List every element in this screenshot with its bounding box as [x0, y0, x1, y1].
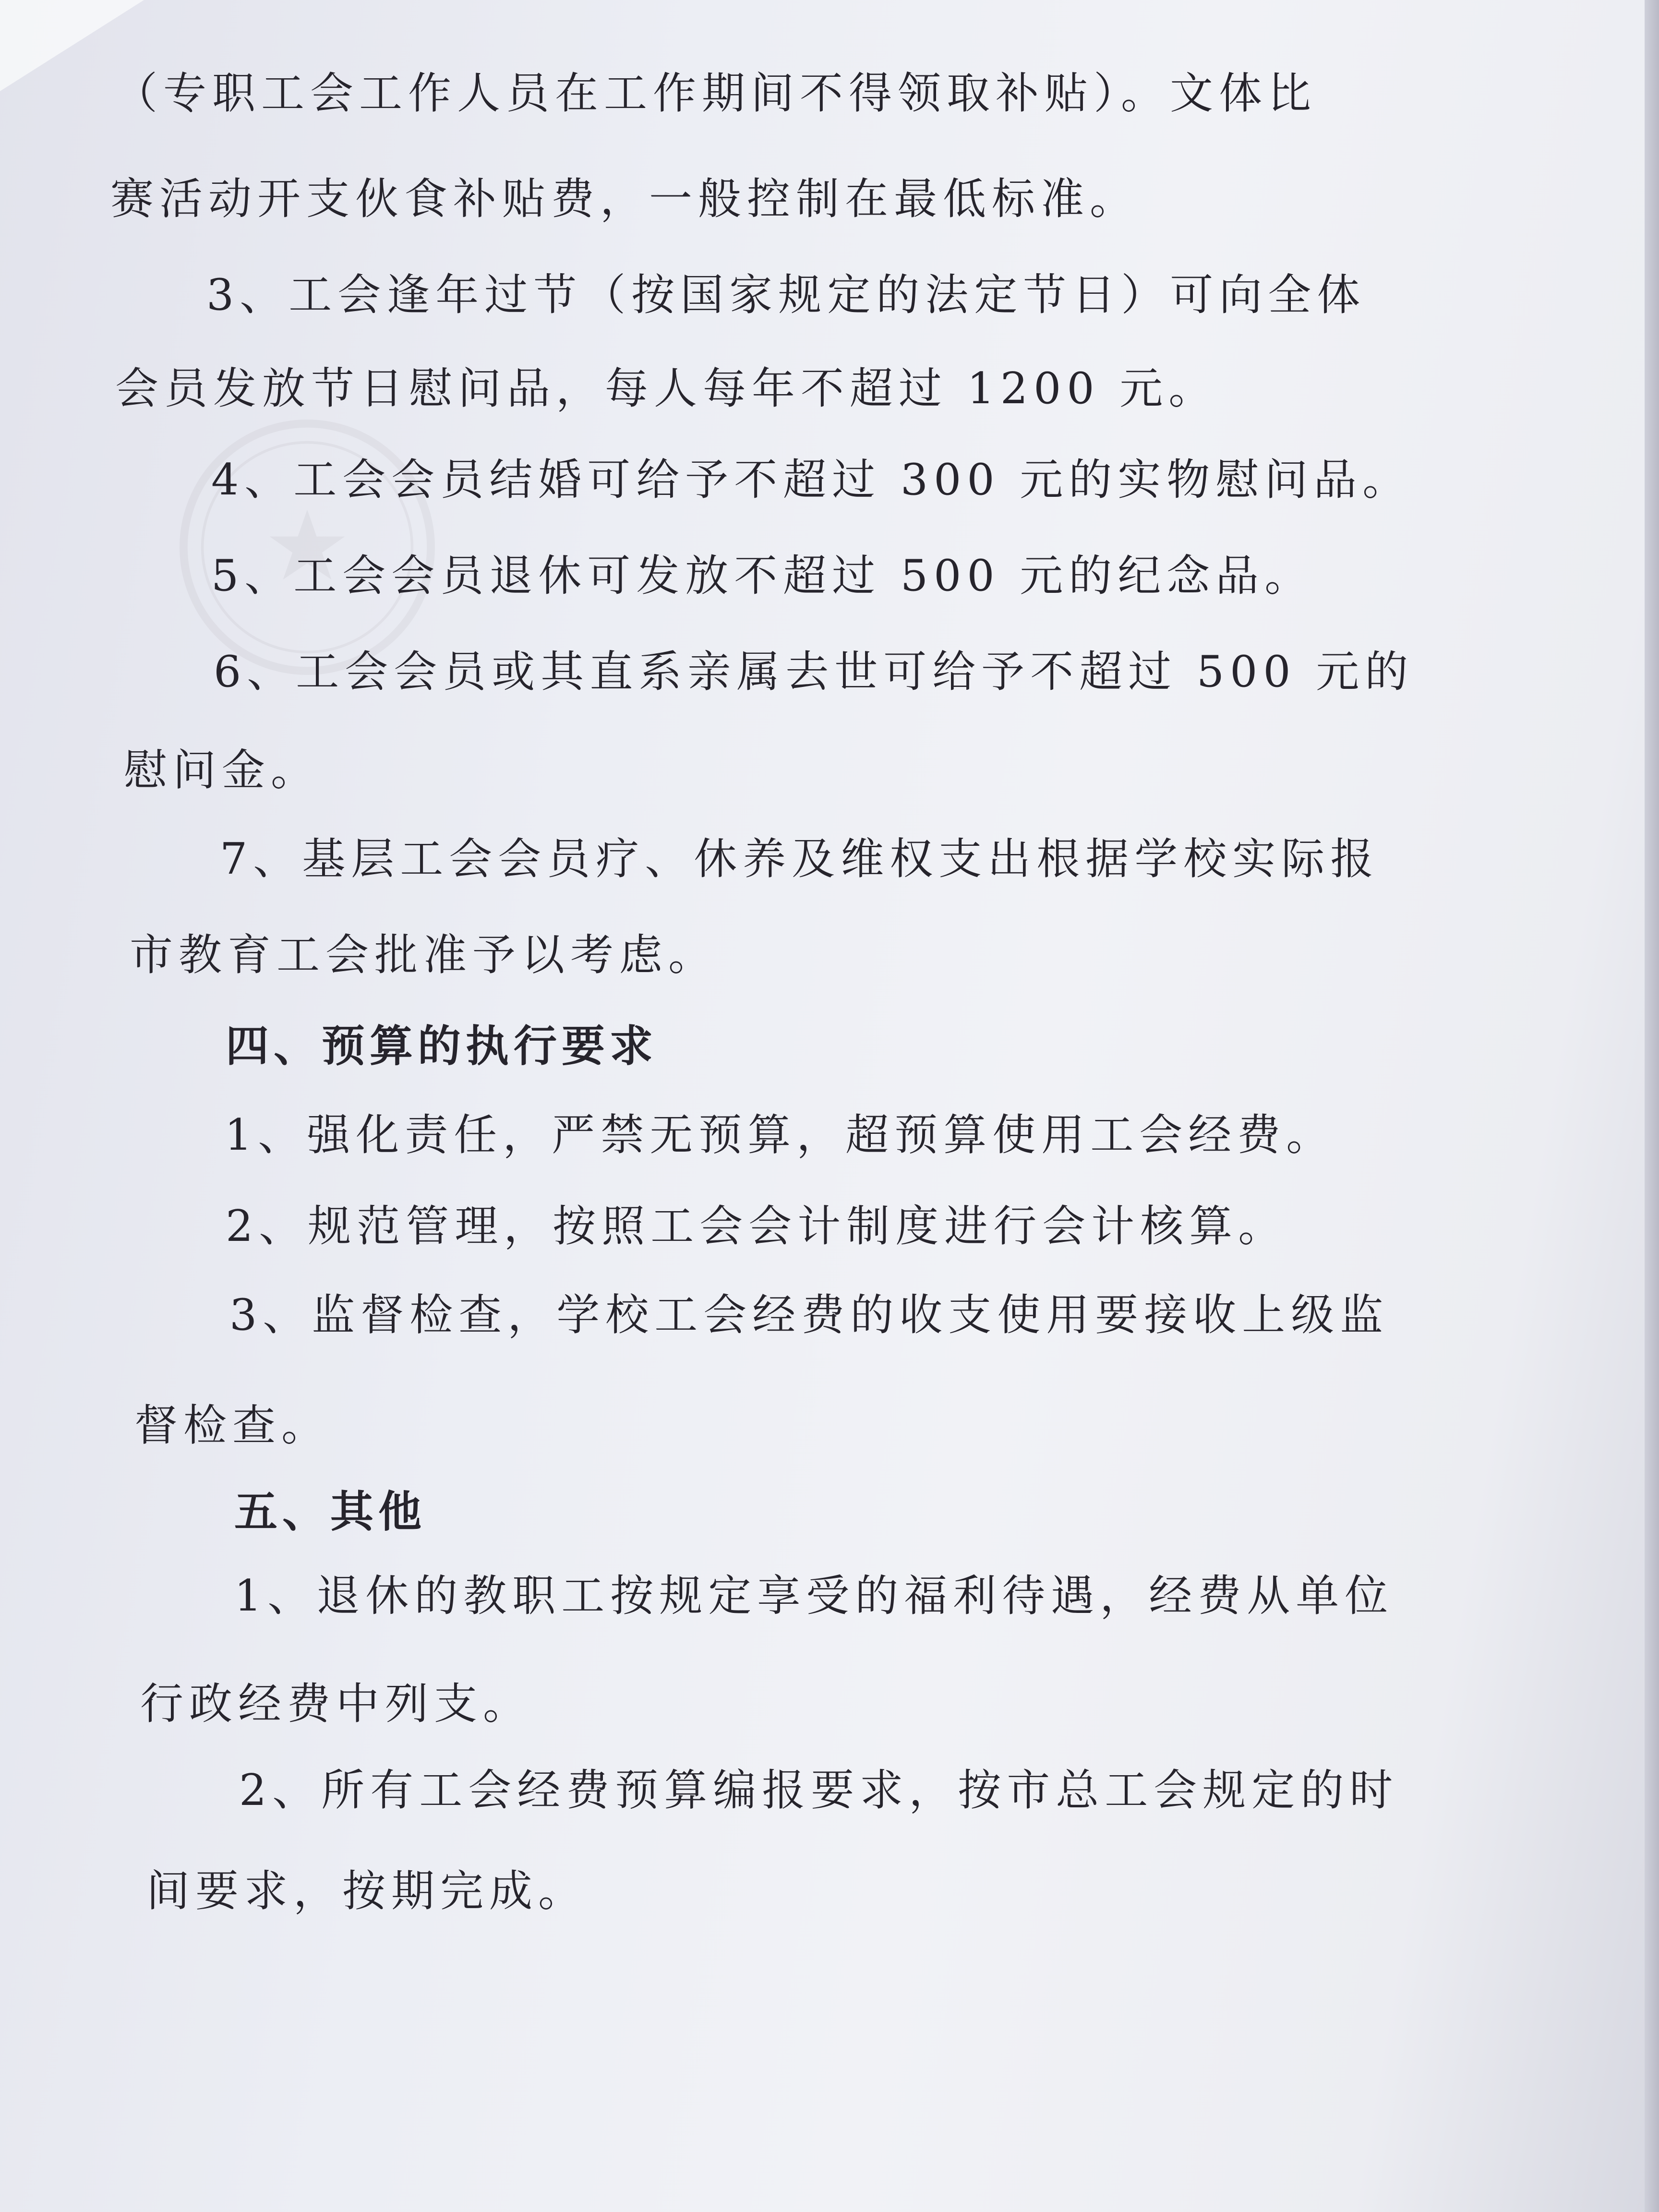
text-line: 6、工会会员或其直系亲属去世可给予不超过 500 元的: [214, 647, 1414, 697]
text-line: 4、工会会员结婚可给予不超过 300 元的实物慰问品。: [211, 455, 1412, 505]
text-line: 会员发放节日慰问品，每人每年不超过 1200 元。: [115, 363, 1218, 414]
page-edge-shadow: [1645, 0, 1659, 2212]
text-line: 5、工会会员退休可发放不超过 500 元的纪念品。: [211, 551, 1314, 601]
text-line: 1、强化责任，严禁无预算，超预算使用工会经费。: [225, 1110, 1335, 1160]
text-line: 3、监督检查，学校工会经费的收支使用要接收上级监: [229, 1290, 1389, 1340]
section-heading: 五、其他: [234, 1487, 426, 1537]
text-line: 3、工会逢年过节（按国家规定的法定节日）可向全体: [206, 270, 1366, 320]
text-line: 2、规范管理，按照工会会计制度进行会计核算。: [226, 1201, 1287, 1251]
text-line: 督检查。: [134, 1400, 330, 1451]
text-line: 慰问金。: [124, 745, 320, 795]
section-heading: 四、预算的执行要求: [226, 1021, 658, 1071]
faded-seal-stamp: [173, 413, 442, 682]
text-line: 赛活动开支伙食补贴费，一般控制在最低标准。: [110, 174, 1139, 224]
text-line: 市教育工会批准予以考虑。: [130, 930, 717, 980]
text-line: 间要求，按期完成。: [146, 1866, 587, 1916]
text-line: 1、退休的教职工按规定享受的福利待遇，经费从单位: [234, 1571, 1394, 1621]
text-line: 2、所有工会经费预算编报要求，按市总工会规定的时: [239, 1765, 1399, 1815]
text-line: 7、基层工会会员疗、休养及维权支出根据学校实际报: [220, 834, 1380, 884]
text-line: 行政经费中列支。: [140, 1679, 532, 1729]
text-line: （专职工会工作人员在工作期间不得领取补贴）。文体比: [114, 68, 1317, 119]
